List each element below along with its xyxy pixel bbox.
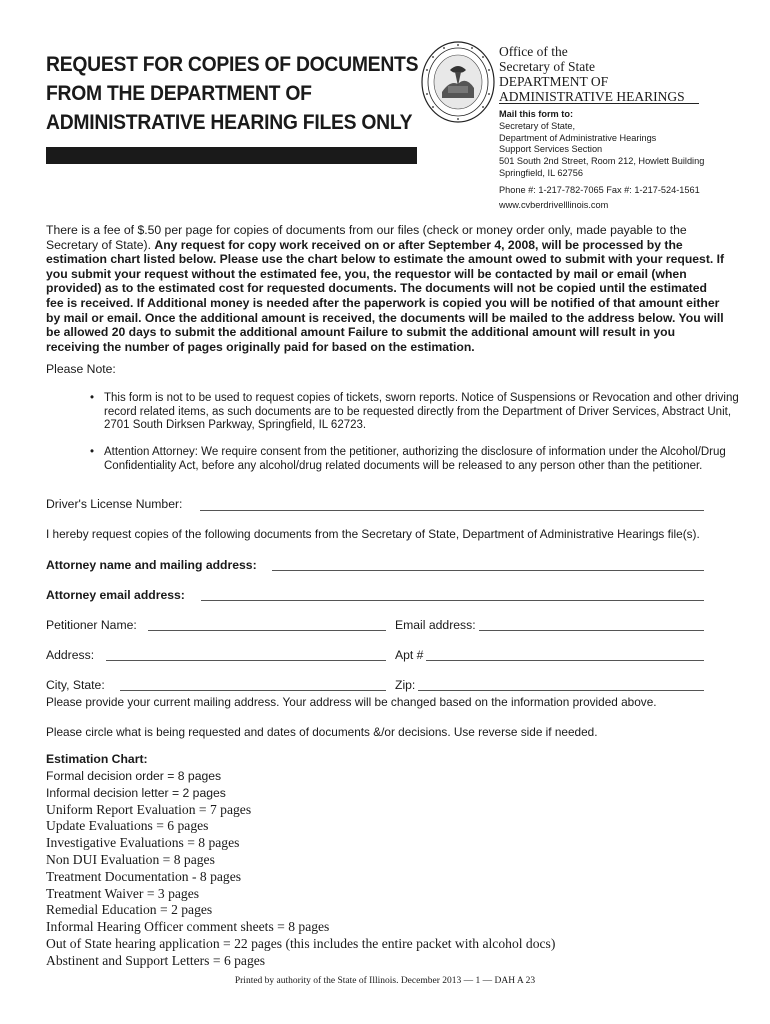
zip-label: Zip: [395,678,416,692]
list-item: Treatment Waiver = 3 pages [46,885,200,901]
office-block [499,44,759,104]
form-title [46,50,419,137]
attorney-name-field[interactable] [272,570,704,571]
website-link[interactable]: www.cvberdrivelllinois.com [499,199,609,210]
note-bullet-2: • Attention Attorney: We require consent from the petitioner, authorizing the disclosure of information under the Alcohol/Drug Confidentiality Act, before any alcohol/drug related documents will be released to any person other than the petitioner. [90,446,744,473]
list-item: Informal decision letter = 2 pages [46,785,226,800]
email-address-field[interactable] [479,630,704,631]
list-item: Remedial Education = 2 pages [46,902,213,918]
title-line-3: ADMINISTRATIVE HEARING FILES ONLY [46,110,413,134]
mailing-address-block [499,109,759,211]
city-state-field[interactable] [120,690,386,691]
mail-heading: Mail this form to: [499,109,574,119]
list-item: Uniform Report Evaluation = 7 pages [46,801,252,817]
office-line-3: DEPARTMENT OF [499,74,609,89]
office-line-2: Secretary of State [499,59,595,74]
fee-paragraph-plain: There is a fee of $.50 per page for copies of documents from our files (check or money order only, made payable to the Secretary of State). [46,223,687,252]
city-state-label: City, State: [46,678,105,692]
list-item: Update Evaluations = 6 pages [46,818,209,834]
petitioner-name-label: Petitioner Name: [46,618,137,632]
mail-line-3: Support Services Section [499,144,603,155]
list-item: Non DUI Evaluation = 8 pages [46,851,215,867]
petitioner-name-field[interactable] [148,630,386,631]
fee-paragraph-bold: Any request for copy work received on or after September 4, 2008, will be processed by the estimation chart listed below. Please use the chart below to estimate the amount owed to submit with your request. If you submit your request without the estimated fee, you, the requestor will be contacted by mail or email (when provided) as to the estimated cost for requested documents. The documents will not be copied until the estimated fee is received. If Additional money is needed after the paperwork is copied you will be notified of that amount either by mail or email. Once the additional amount is received, the documents will be mailed to the address below. You will be allowed 20 days to submit the additional amount Failure to submit the additional amount will result in you receiving the number of pages originally paid for based on the estimation. [46,237,725,354]
list-item: Out of State hearing application = 22 pages (this includes the entire packet with alcohol docs) [46,935,556,951]
estimation-chart-title: Estimation Chart: [46,752,148,766]
title-line-1: REQUEST FOR COPIES OF DOCUMENTS [46,52,419,76]
title-line-2: FROM THE DEPARTMENT OF [46,81,312,105]
office-underline [499,103,699,104]
title-rule-bar [46,147,417,164]
drivers-license-field[interactable] [200,510,704,511]
mail-line-1: Secretary of State, [499,120,576,131]
email-address-label: Email address: [395,618,476,632]
list-item: Abstinent and Support Letters = 6 pages [46,952,266,968]
footer-printed-by: Printed by authority of the State of Illinois. December 2013 — 1 — DAH A 23 [234,976,536,986]
list-item: Treatment Documentation - 8 pages [46,868,242,884]
office-line-4: ADMINISTRATIVE HEARINGS [499,89,685,104]
attorney-email-label: Attorney email address: [46,588,185,602]
list-item: Informal Hearing Officer comment sheets = 8 pages [46,919,330,935]
note-bullet-1: • This form is not to be used to request copies of tickets, sworn reports. Notice of Suspensions or Revocation and other driving record related items, as such documents are to be requested directly from the Department of Driver Services, Abstract Unit, 2701 South Dirksen Parkway, Springfield, IL 62723. [90,392,744,433]
zip-field[interactable] [418,690,704,691]
request-statement: I hereby request copies of the following documents from the Secretary of State, Department of Administrative Hearings file(s). [46,527,700,541]
circle-note: Please circle what is being requested and dates of documents &/or decisions. Use reverse side if needed. [46,725,598,739]
mail-line-2: Department of Administrative Hearings [499,132,657,143]
please-note-heading: Please Note: [46,362,116,376]
office-line-1: Office of the [499,44,568,59]
mail-line-5: Springfield, IL 62756 [499,167,583,178]
apt-label: Apt # [395,648,424,662]
list-item: Formal decision order = 8 pages [46,769,222,783]
fee-paragraph [46,223,726,354]
mail-line-4: 501 South 2nd Street, Room 212, Howlett Building [499,156,705,167]
estimation-list [46,768,726,970]
address-note: Please provide your current mailing address. Your address will be changed based on the information provided above. [46,695,657,709]
address-field[interactable] [106,660,386,661]
attorney-email-field[interactable] [201,600,704,601]
illinois-seal-icon [420,40,496,124]
phone-fax: Phone #: 1-217-782-7065 Fax #: 1-217-524-1561 [499,184,700,195]
list-item: Investigative Evaluations = 8 pages [46,835,240,851]
apt-field[interactable] [426,660,704,661]
drivers-license-label: Driver's License Number: [46,497,183,511]
address-label: Address: [46,648,95,662]
attorney-name-label: Attorney name and mailing address: [46,558,257,572]
